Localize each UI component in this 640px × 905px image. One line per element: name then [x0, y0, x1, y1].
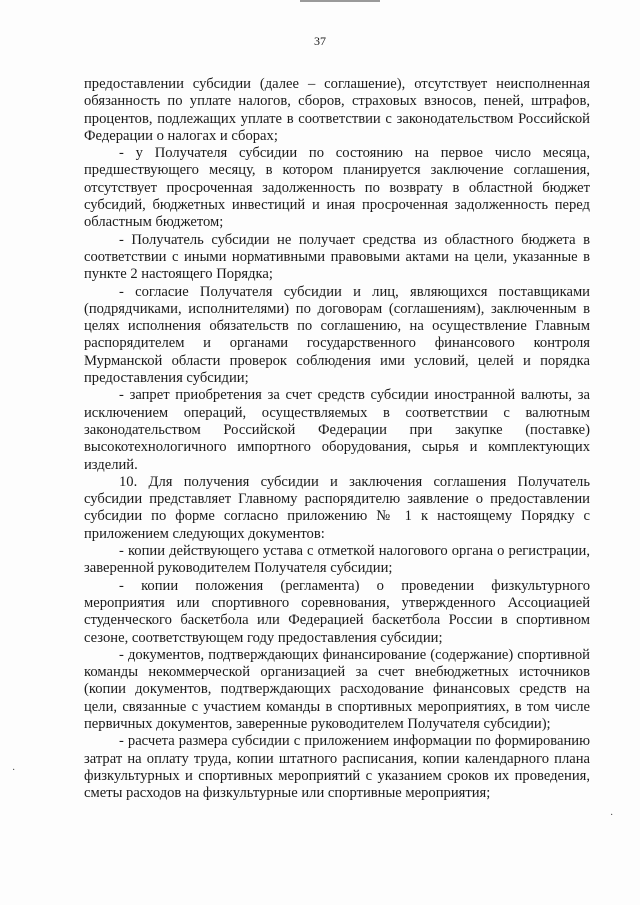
paragraph-2: - у Получателя субсидии по состоянию на первое число месяца, предшествующего месяцу, в котором планируется заключение соглашения, отсутствует просроченная задолженность по возврату в областной бюджет субсидий, бюджетных инвестиций и иная просроченная задолженность перед областным бюджетом;	[84, 145, 590, 231]
paragraph-6: 10. Для получения субсидии и заключения соглашения Получатель субсидии представляет Главному распорядителю заявление о предоставлении субсидии по форме согласно приложению № 1 к настоящему Порядку с приложением следующих документов:	[84, 473, 590, 542]
paragraph-5: - запрет приобретения за счет средств субсидии иностранной валюты, за исключением операций, осуществляемых в соответствии с валютным законодательством Российской Федерации при закупке (поставке) высокотехнологичного импортного оборудования, сырья и комплектующих изделий.	[84, 387, 590, 473]
body-text	[84, 76, 590, 802]
page-number: 37	[314, 34, 326, 48]
paragraph-7: - копии действующего устава с отметкой налогового органа о регистрации, заверенной руководителем Получателя субсидии;	[84, 543, 590, 577]
scan-speck-left: ·	[12, 765, 16, 776]
scan-edge-mark	[300, 0, 380, 2]
paragraph-8: - копии положения (регламента) о проведении физкультурного мероприятия или спортивного соревнования, утвержденного Ассоциацией студенческого баскетбола или Федерацией баскетбола России в спортивном сезоне, соответствующем году предоставления субсидии;	[84, 577, 590, 646]
paragraph-3: - Получатель субсидии не получает средства из областного бюджета в соответствии с иными нормативными правовыми актами на цели, указанные в пункте 2 настоящего Порядка;	[84, 231, 590, 283]
paragraph-4: - согласие Получателя субсидии и лиц, являющихся поставщиками (подрядчиками, исполнителями) по договорам (соглашениям), заключенным в целях исполнения обязательств по соглашению, на осуществление Главным распорядителем и органами государственного финансового контроля Мурманской области проверок соблюдения ими условий, целей и порядка предоставления субсидии;	[84, 283, 590, 387]
paragraph-9: - документов, подтверждающих финансирование (содержание) спортивной команды некоммерческой организацией за счет внебюджетных источников (копии документов, подтверждающих расходование финансовых средств на цели, связанные с участием команды в спортивных мероприятиях, в том числе первичных документов, заверенные руководителем Получателя субсидии);	[84, 646, 590, 732]
scan-speck-right: ·	[610, 810, 614, 821]
paragraph-10: - расчета размера субсидии с приложением информации по формированию затрат на оплату труда, копии штатного расписания, копии календарного плана физкультурных и спортивных мероприятий с указанием сроков их проведения, сметы расходов на физкультурные или спортивные мероприятия;	[84, 733, 590, 802]
paragraph-1: предоставлении субсидии (далее – соглашение), отсутствует неисполненная обязанность по уплате налогов, сборов, страховых взносов, пеней, штрафов, процентов, подлежащих уплате в соответствии с законодательством Российской Федерации о налогах и сборах;	[84, 76, 590, 144]
